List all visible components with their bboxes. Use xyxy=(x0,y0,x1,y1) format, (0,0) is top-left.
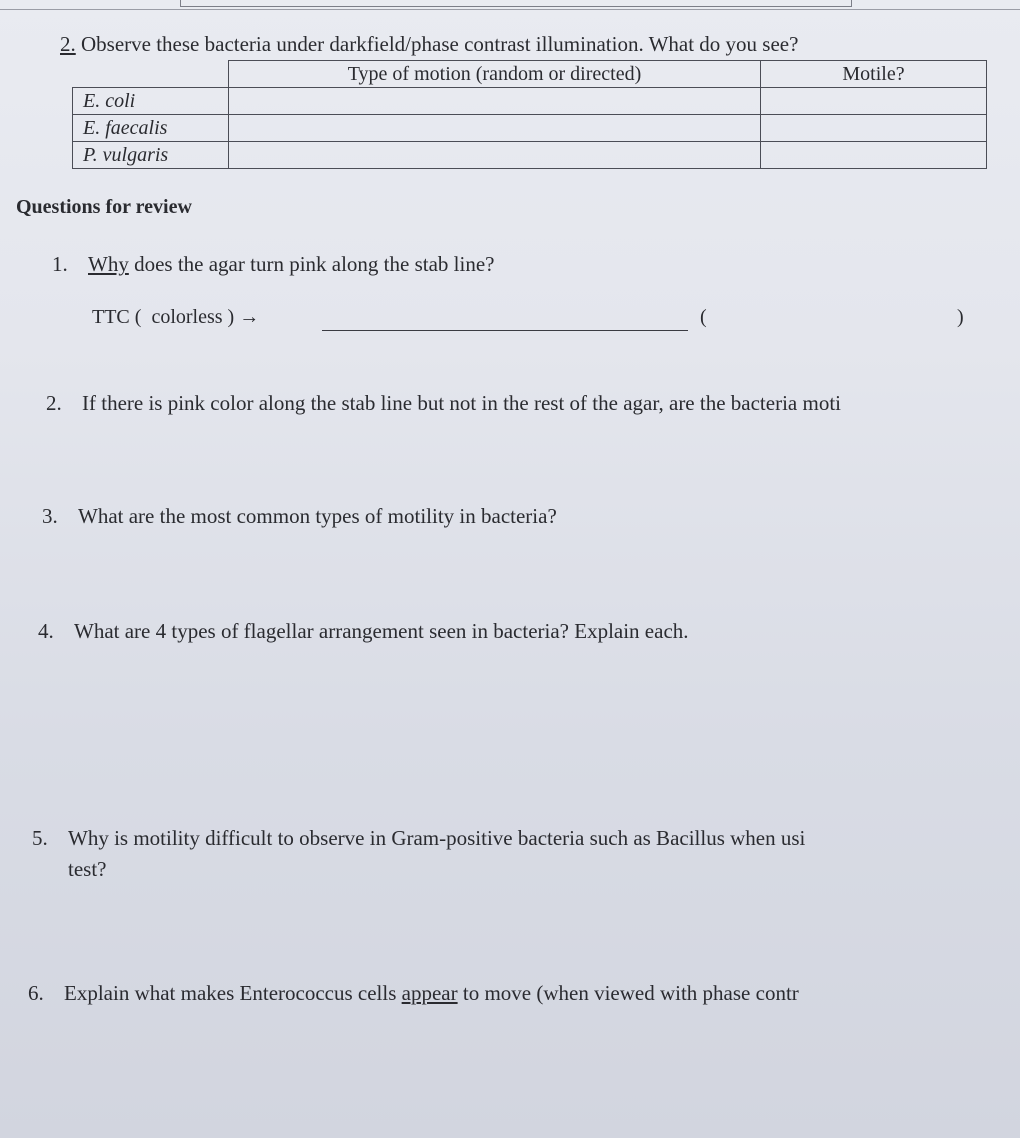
observation-table xyxy=(72,60,987,169)
question-text: does the agar turn pink along the stab line? xyxy=(128,252,495,276)
question-number: 6. xyxy=(28,981,44,1005)
question-1 xyxy=(52,252,494,277)
ttc-arrow: ) → xyxy=(227,306,260,328)
table-row xyxy=(73,88,987,115)
motile-answer-cell[interactable] xyxy=(761,115,987,142)
paren-close: ) xyxy=(957,306,964,328)
question-2 xyxy=(46,391,841,416)
table-header-motion: Type of motion (random or directed) xyxy=(229,61,761,88)
question-number: 2. xyxy=(46,391,62,415)
table-header-blank xyxy=(73,61,229,88)
motile-answer-cell[interactable] xyxy=(761,88,987,115)
table-row xyxy=(73,142,987,169)
previous-table-border xyxy=(180,0,852,7)
ttc-value: colorless xyxy=(151,306,223,328)
question-text: What are 4 types of flagellar arrangement seen in bacteria? Explain each. xyxy=(74,619,689,643)
organism-cell: E. faecalis xyxy=(73,115,229,142)
question-text: Explain what makes Enterococcus cells xyxy=(64,981,402,1005)
question-text: Why is motility difficult to observe in Gram-positive bacteria such as Bacillus when usi xyxy=(68,826,806,850)
question-text: What are the most common types of motility in bacteria? xyxy=(78,504,557,528)
question-number: 4. xyxy=(38,619,54,643)
section-heading xyxy=(60,32,798,57)
review-title: Questions for review xyxy=(16,196,192,218)
question-5-continuation: test? xyxy=(68,857,107,881)
table-row xyxy=(73,115,987,142)
question-6 xyxy=(28,981,799,1006)
organism-cell: E. coli xyxy=(73,88,229,115)
underlined-word: Why xyxy=(88,252,129,276)
ttc-equation xyxy=(92,306,259,329)
question-text: to move (when viewed with phase contr xyxy=(457,981,799,1005)
underlined-word: appear xyxy=(401,981,458,1005)
organism-cell: P. vulgaris xyxy=(73,142,229,169)
question-5 xyxy=(32,826,805,851)
ttc-label: TTC ( xyxy=(92,306,142,328)
motion-answer-cell[interactable] xyxy=(229,142,761,169)
question-text: If there is pink color along the stab line but not in the rest of the agar, are the bacteria moti xyxy=(82,391,841,415)
answer-blank-line[interactable] xyxy=(322,330,688,331)
question-number: 3. xyxy=(42,504,58,528)
previous-table-edge xyxy=(0,0,1020,10)
question-number: 1. xyxy=(52,252,68,276)
section-heading-text: Observe these bacteria under darkfield/phase contrast illumination. What do you see? xyxy=(81,32,799,56)
motion-answer-cell[interactable] xyxy=(229,115,761,142)
motion-answer-cell[interactable] xyxy=(229,88,761,115)
section-number: 2. xyxy=(60,32,76,56)
table-header-row xyxy=(73,61,987,88)
question-4 xyxy=(38,619,689,644)
motile-answer-cell[interactable] xyxy=(761,142,987,169)
question-number: 5. xyxy=(32,826,48,850)
table-header-motile: Motile? xyxy=(761,61,987,88)
question-3 xyxy=(42,504,557,529)
paren-open: ( xyxy=(700,306,707,328)
